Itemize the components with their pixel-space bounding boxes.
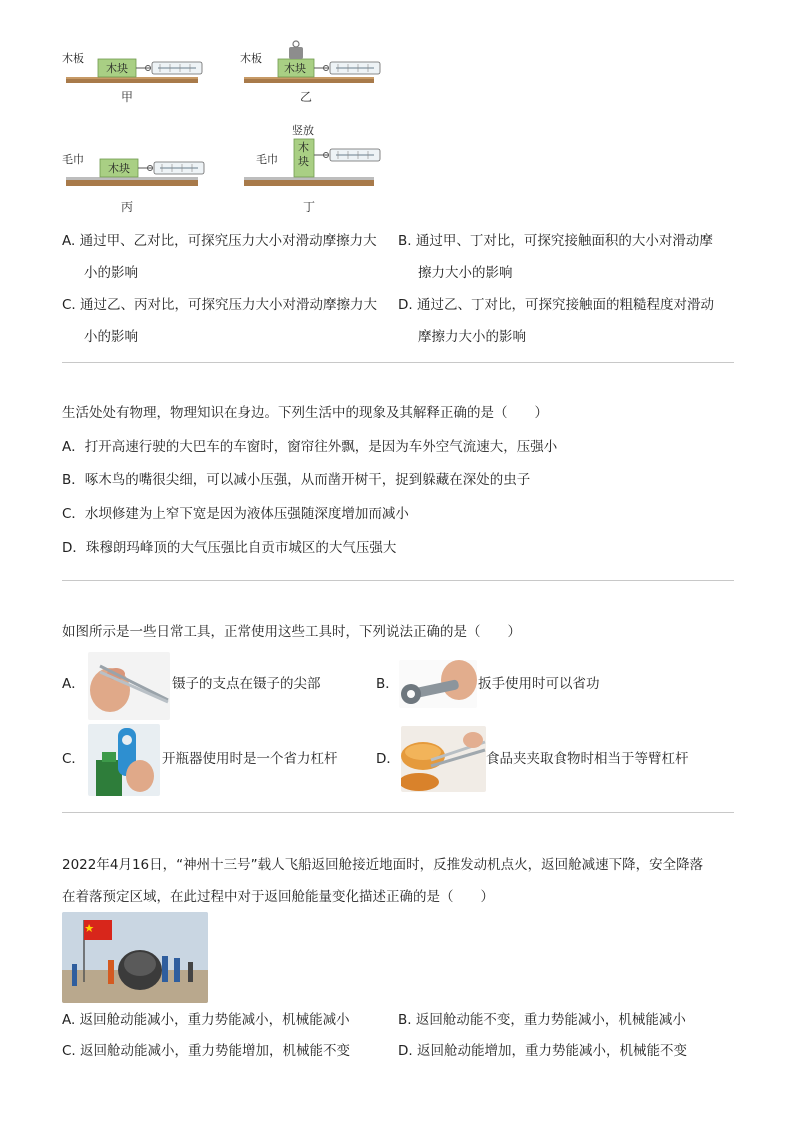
q3-option-b-letter[interactable]: B． — [376, 676, 399, 692]
block-label: 木块 — [108, 162, 130, 175]
q4-stem-cont: 在着落预定区域，在此过程中对于返回舱能量变化描述正确的是（ ） — [62, 889, 494, 905]
q1-option-a[interactable]: A. 通过甲、乙对比，可探究压力大小对滑动摩擦力大 — [62, 233, 377, 249]
q2-option-b[interactable]: B．啄木鸟的嘴很尖细，可以减小压强，从而凿开树干，捉到躲藏在深处的虫子 — [62, 472, 531, 488]
q3-option-b[interactable]: 扳手使用时可以省功 — [478, 676, 600, 692]
block-label: 木块 — [284, 62, 306, 75]
q1-option-c-cont: 小的影响 — [84, 329, 138, 345]
q4-option-b[interactable]: B. 返回舱动能不变，重力势能减小，机械能减小 — [398, 1012, 686, 1028]
wrench-image — [399, 660, 477, 708]
q4-option-c[interactable]: C. 返回舱动能减小，重力势能增加，机械能不变 — [62, 1043, 351, 1059]
block-label: 木块 — [298, 141, 309, 168]
food-tongs-image — [401, 726, 486, 792]
q2-option-a[interactable]: A．打开高速行驶的大巴车的车窗时，窗帘往外飘，是因为车外空气流速大，压强小 — [62, 439, 558, 455]
figure-jia — [60, 42, 210, 107]
q3-option-a[interactable]: 镊子的支点在镊子的尖部 — [172, 676, 321, 692]
figure-yi-drawing — [238, 35, 388, 107]
figure-bing — [60, 145, 210, 195]
divider — [62, 812, 734, 813]
q1-option-b-cont: 擦力大小的影响 — [418, 265, 513, 281]
figure-caption-yi: 乙 — [300, 90, 313, 104]
tweezers-image — [88, 652, 170, 720]
figure-caption-ding: 丁 — [303, 200, 316, 214]
figure-ding — [238, 125, 388, 195]
q2-option-c[interactable]: C．水坝修建为上窄下宽是因为液体压强随深度增加而减小 — [62, 506, 409, 522]
q1-option-d-cont: 摩擦力大小的影响 — [418, 329, 526, 345]
q3-option-c[interactable]: 开瓶器使用时是一个省力杠杆 — [162, 751, 338, 767]
q1-option-a-cont: 小的影响 — [84, 265, 138, 281]
board-label: 木板 — [62, 52, 84, 65]
q2-option-d[interactable]: D．珠穆朗玛峰顶的大气压强比自贡市城区的大气压强大 — [62, 540, 397, 556]
q1-option-b[interactable]: B. 通过甲、丁对比，可探究接触面积的大小对滑动摩 — [398, 233, 713, 249]
board-label: 木板 — [240, 52, 262, 65]
bottle-opener-image — [88, 724, 160, 796]
q3-option-c-letter[interactable]: C． — [62, 751, 85, 767]
q1-option-c[interactable]: C. 通过乙、丙对比，可探究压力大小对滑动摩擦力大 — [62, 297, 378, 313]
q3-stem: 如图所示是一些日常工具，正常使用这些工具时，下列说法正确的是（ ） — [62, 624, 521, 640]
q3-option-d[interactable]: 食品夹夹取食物时相当于等臂杠杆 — [486, 751, 689, 767]
q3-option-d-letter[interactable]: D． — [376, 751, 400, 767]
board-label: 毛巾 — [256, 153, 278, 166]
return-capsule-photo — [62, 912, 208, 1003]
board-label: 毛巾 — [62, 153, 84, 166]
divider — [62, 580, 734, 581]
q4-option-d[interactable]: D. 返回舱动能增加，重力势能减小，机械能不变 — [398, 1043, 687, 1059]
figure-caption-jia: 甲 — [121, 90, 134, 104]
figure-caption-bing: 丙 — [121, 200, 134, 214]
divider — [62, 362, 734, 363]
figure-yi — [238, 35, 388, 107]
block-label: 木块 — [106, 62, 128, 75]
orientation-note: 竖放 — [292, 124, 314, 137]
q3-option-a-letter[interactable]: A． — [62, 676, 85, 692]
q4-stem: 2022年4月16日，“神州十三号”载人飞船返回舱接近地面时，反推发动机点火，返回舱减速下降，安全降落 — [62, 857, 704, 873]
q4-option-a[interactable]: A. 返回舱动能减小，重力势能减小，机械能减小 — [62, 1012, 350, 1028]
q1-option-d[interactable]: D. 通过乙、丁对比，可探究接触面的粗糙程度对滑动 — [398, 297, 714, 313]
q2-stem: 生活处处有物理，物理知识在身边。下列生活中的现象及其解释正确的是（ ） — [62, 405, 548, 421]
